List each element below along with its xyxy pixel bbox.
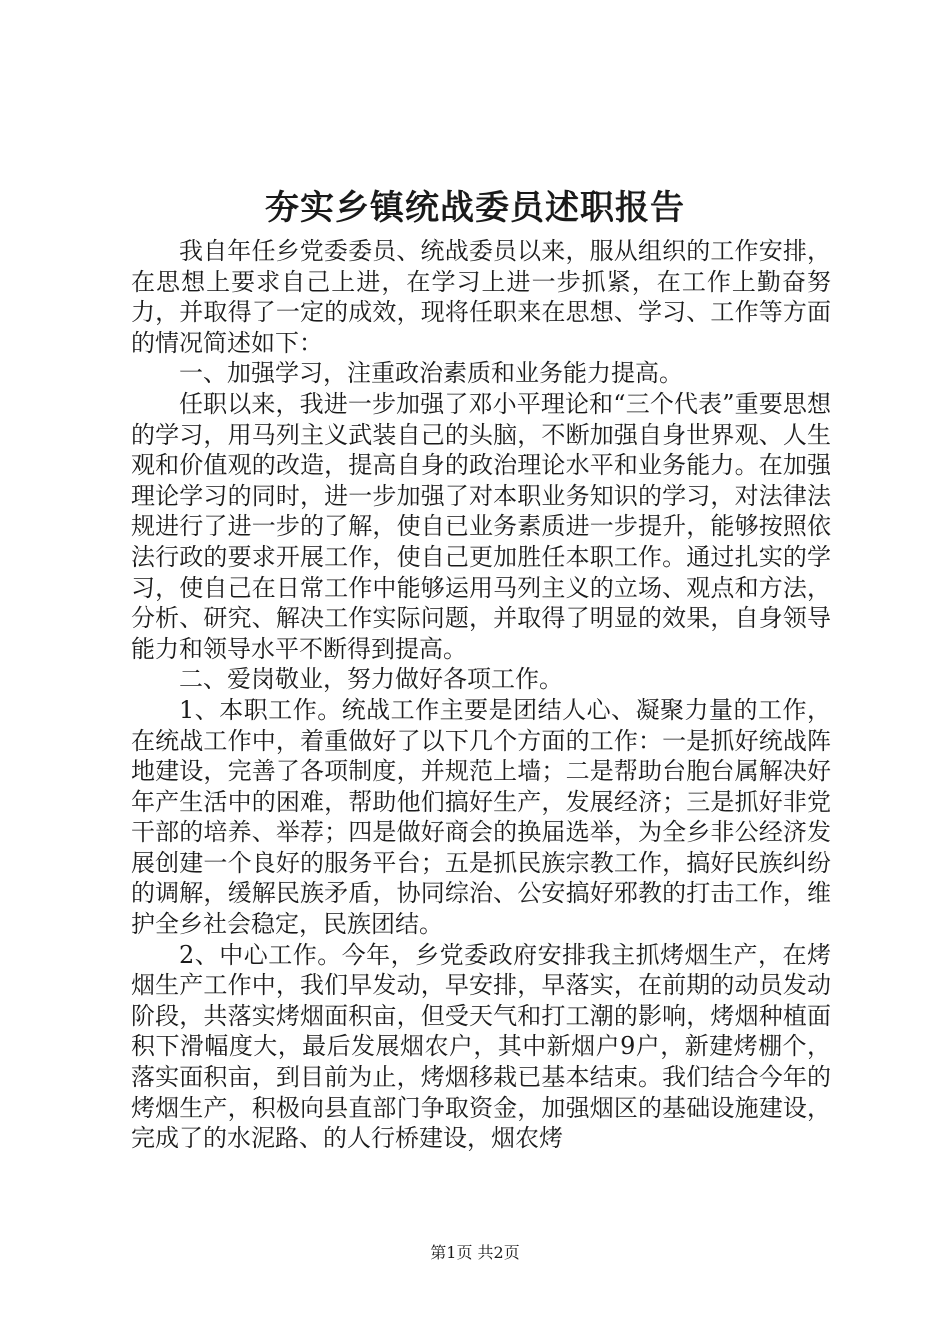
paragraph-center-work: 2、中心工作。今年，乡党委政府安排我主抓烤烟生产，在烤烟生产工作中，我们早发动，早安排，早落实，在前期的动员发动阶段，共落实烤烟面积亩，但受天气和打工潮的影响，烤烟种植面积下滑幅度大，最后发展烟农户，其中新烟户9户，新建烤棚个，落实面积亩，到目前为止，烤烟移栽已基本结束。我们结合今年的烤烟生产，积极向县直部门争取资金，加强烟区的基础设施建设，完成了的水泥路、的人行桥建设，烟农烤 — [131, 940, 831, 1153]
paragraph-study: 任职以来，我进一步加强了邓小平理论和“三个代表”重要思想的学习，用马列主义武装自己的头脑，不断加强自身世界观、人生观和价值观的改造，提高自身的政治理论水平和业务能力。在加强理论学习的同时，进一步加强了对本职业务知识的学习，对法律法规进行了进一步的了解，使自已业务素质进一步提升，能够按照依法行政的要求开展工作，使自己更加胜任本职工作。通过扎实的学习，使自己在日常工作中能够运用马列主义的立场、观点和方法，分析、研究、解决工作实际问题，并取得了明显的效果，自身领导能力和领导水平不断得到提高。 — [131, 389, 831, 663]
paragraph-intro: 我自年任乡党委委员、统战委员以来，服从组织的工作安排，在思想上要求自己上进，在学习上进一步抓紧，在工作上勤奋努力，并取得了一定的成效，现将任职来在思想、学习、工作等方面的情况简述如下： — [131, 237, 831, 357]
document-body — [131, 236, 831, 1154]
document-title: 夯实乡镇统战委员述职报告 — [265, 188, 685, 228]
section-heading-2: 二、爱岗敬业，努力做好各项工作。 — [179, 665, 563, 694]
section-heading-1: 一、加强学习，注重政治素质和业务能力提高。 — [179, 359, 683, 388]
page-number-footer: 第1页 共2页 — [430, 1243, 520, 1262]
paragraph-main-work: 1、本职工作。统战工作主要是团结人心、凝聚力量的工作，在统战工作中，着重做好了以下几个方面的工作：一是抓好统战阵地建设，完善了各项制度，并规范上墙；二是帮助台胞台属解决好年产生活中的困难，帮助他们搞好生产，发展经济；三是抓好非党干部的培养、举荐；四是做好商会的换届选举，为全乡非公经济发展创建一个良好的服务平台；五是抓民族宗教工作，搞好民族纠纷的调解，缓解民族矛盾，协同综治、公安搞好邪教的打击工作，维护全乡社会稳定，民族团结。 — [131, 695, 831, 939]
